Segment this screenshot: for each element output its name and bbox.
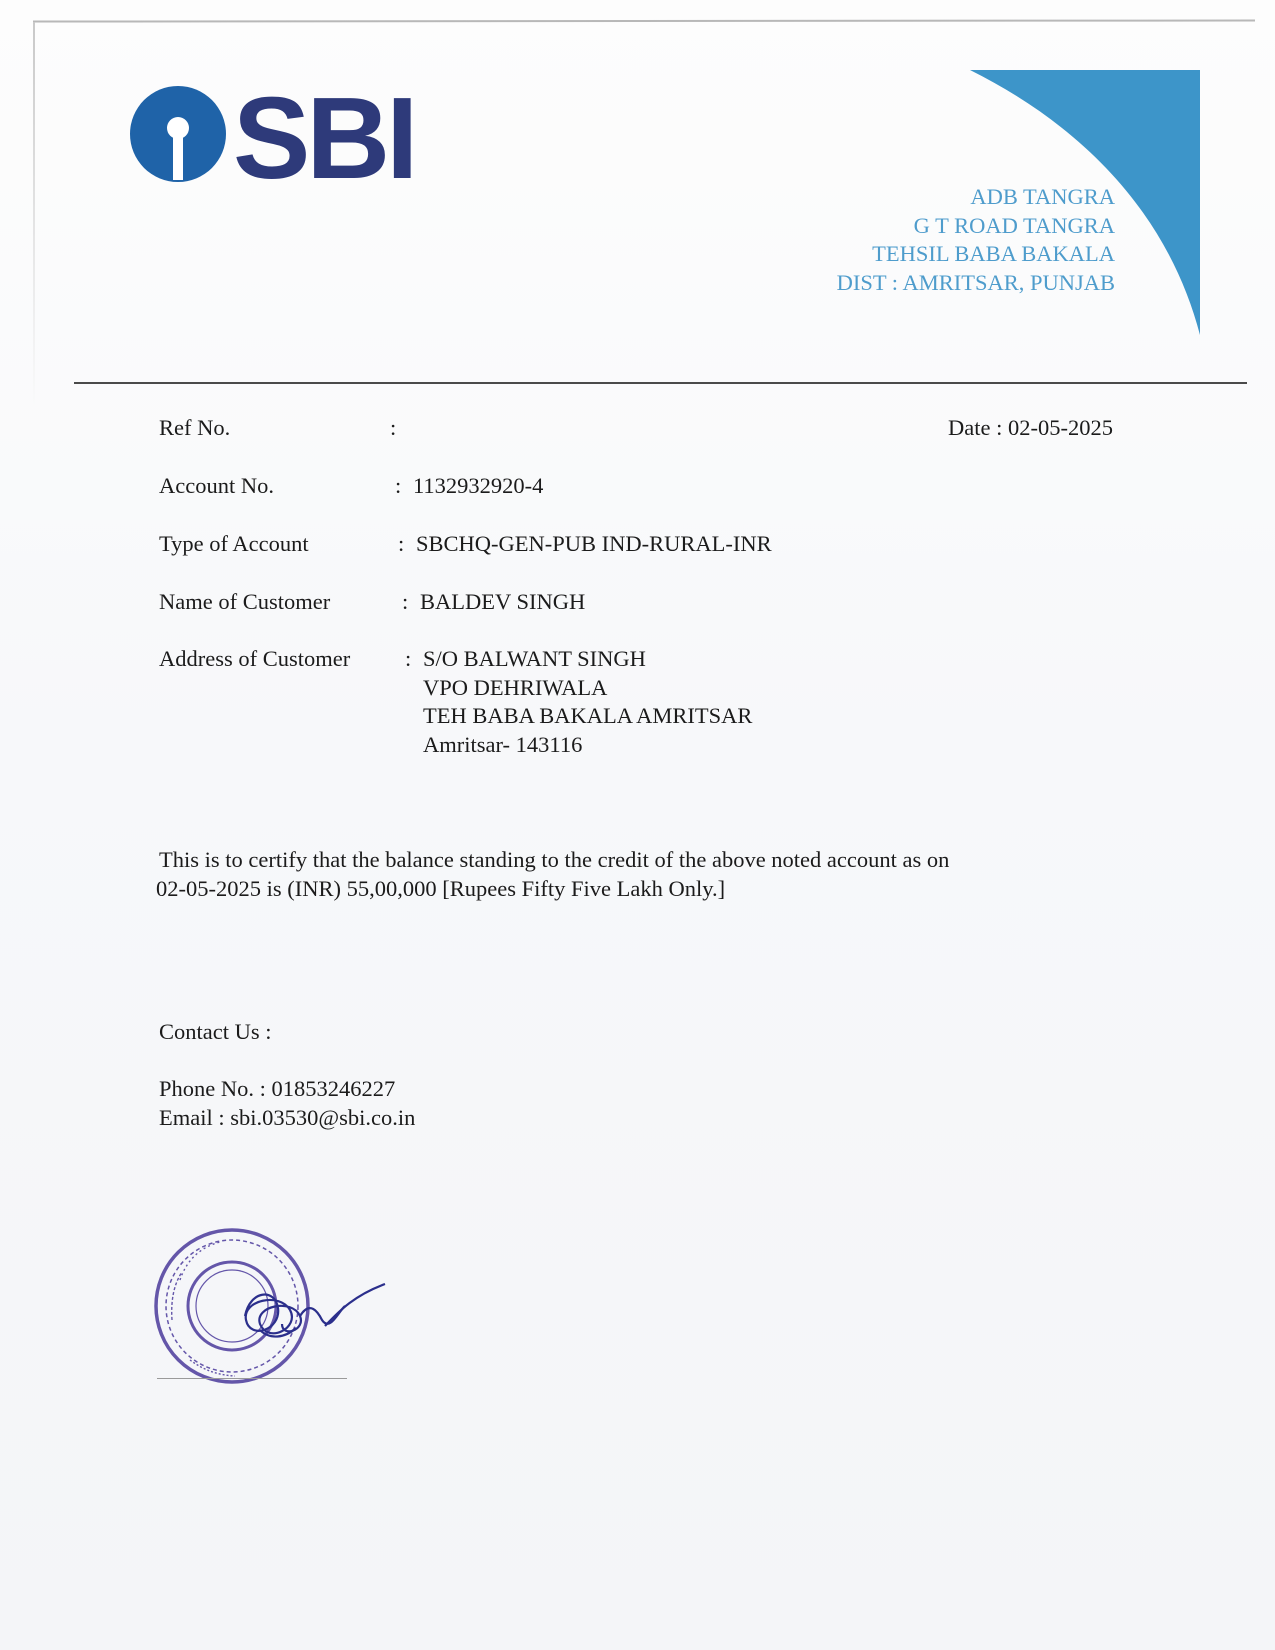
customer-address-label: Address of Customer <box>159 646 351 671</box>
paper-top-edge <box>33 19 1255 22</box>
customer-name-label: Name of Customer <box>159 589 331 614</box>
letter-date: Date : 02-05-2025 <box>948 415 1113 440</box>
account-type-value: SBCHQ-GEN-PUB IND-RURAL-INR <box>416 531 772 556</box>
branch-address-line: ADB TANGRA <box>970 184 1115 209</box>
contact-phone: Phone No. : 01853246227 <box>159 1076 396 1101</box>
address-line: TEH BABA BAKALA AMRITSAR <box>423 703 753 728</box>
logo-wordmark: SBI <box>233 82 415 192</box>
customer-name-value: BALDEV SINGH <box>420 589 586 614</box>
customer-name-colon: : <box>402 589 409 614</box>
account-type-colon: : <box>398 531 405 556</box>
bank-seal-and-signature <box>150 1220 400 1390</box>
account-type-label: Type of Account <box>159 531 309 556</box>
ref-no-colon: : <box>390 415 397 440</box>
header-divider <box>74 382 1247 384</box>
paper-left-edge <box>33 22 35 407</box>
certificate-line: 02-05-2025 is (INR) 55,00,000 [Rupees Fifty Five Lakh Only.] <box>156 876 726 901</box>
branch-address-line: G T ROAD TANGRA <box>913 212 1115 238</box>
signature-icon <box>245 1284 385 1337</box>
signature-line <box>157 1378 347 1379</box>
certificate-text <box>156 845 949 903</box>
account-no-colon: : <box>395 473 402 498</box>
address-line: S/O BALWANT SINGH <box>423 646 646 671</box>
ref-no-label: Ref No. <box>159 415 231 440</box>
customer-address-colon: : <box>405 646 412 671</box>
seal-icon <box>150 1220 400 1390</box>
sbi-logo <box>130 82 450 192</box>
contact-email: Email : sbi.03530@sbi.co.in <box>159 1105 416 1130</box>
branch-address <box>837 183 1115 297</box>
branch-address-line: DIST : AMRITSAR, PUNJAB <box>836 269 1115 295</box>
address-line: VPO DEHRIWALA <box>423 674 608 700</box>
customer-address-value <box>423 645 752 759</box>
certificate-line: This is to certify that the balance standing to the credit of the above noted account as on <box>159 847 950 872</box>
account-no-value: 1132932920-4 <box>413 473 544 498</box>
contact-heading: Contact Us : <box>159 1019 272 1044</box>
branch-address-line: TEHSIL BABA BAKALA <box>872 241 1115 267</box>
sbi-logo-icon <box>130 82 450 192</box>
address-line: Amritsar- 143116 <box>423 731 583 757</box>
account-no-label: Account No. <box>159 473 274 498</box>
